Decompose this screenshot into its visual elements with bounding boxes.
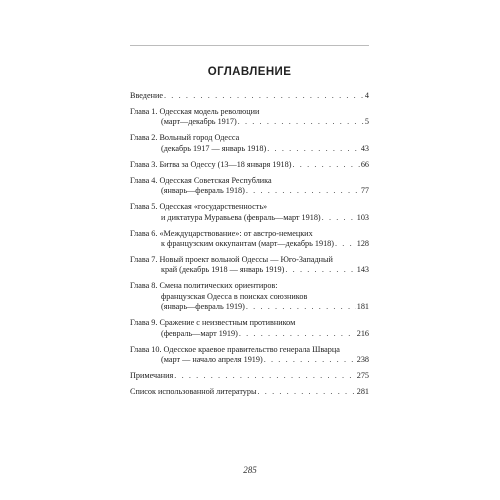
toc-entry <box>130 255 369 276</box>
toc-page-number: 103 <box>356 212 369 222</box>
toc-page-number: 216 <box>356 328 369 338</box>
toc-page-number: 5 <box>364 117 369 127</box>
dot-leader <box>258 387 356 397</box>
toc-entry-title: Глава 6. «Междуцарствование»: от австро-немецких <box>130 228 313 238</box>
toc-entry-title-cont: и диктатура Муравьева (февраль—март 1918) <box>161 212 321 222</box>
table-of-contents <box>130 91 369 403</box>
dot-leader <box>267 144 360 154</box>
toc-entry-line <box>130 302 369 312</box>
dot-leader <box>238 117 364 127</box>
toc-entry-title-cont: (январь—февраль 1919) <box>161 302 245 312</box>
dot-leader <box>285 265 355 275</box>
dot-leader <box>246 186 360 196</box>
toc-entry-title: Глава 10. Одесское краевое правительство генерала Шварца <box>130 344 340 354</box>
toc-entry-title: Глава 4. Одесская Советская Республика <box>130 175 272 185</box>
toc-entry <box>130 229 369 250</box>
toc-page-number: 66 <box>360 159 369 169</box>
toc-entry <box>130 133 369 154</box>
dot-leader <box>264 355 356 365</box>
toc-page-number: 238 <box>356 355 369 365</box>
toc-entry-title: Глава 5. Одесская «государственность» <box>130 202 268 212</box>
toc-entry-title-cont: (декабрь 1917 — январь 1918) <box>161 143 267 153</box>
toc-entry-title: Глава 1. Одесская модель революции <box>130 107 260 116</box>
dot-leader <box>292 160 359 170</box>
toc-entry-line <box>130 387 369 397</box>
toc-entry-line <box>130 160 369 170</box>
toc-entry-title: Глава 2. Вольный город Одесса <box>130 133 240 143</box>
page-number-footer: 285 <box>243 465 257 475</box>
toc-entry-title: Примечания <box>130 371 174 381</box>
toc-entry-title-cont: (февраль—март 1919) <box>161 328 238 338</box>
toc-page-number: 275 <box>356 371 369 381</box>
toc-entry-line <box>130 91 369 101</box>
toc-entry-title: Глава 7. Новый проект вольной Одессы — Юго-Западный <box>130 255 333 265</box>
toc-page-number: 43 <box>360 143 369 153</box>
toc-entry <box>130 202 369 223</box>
toc-page-number: 77 <box>360 186 369 196</box>
toc-page-number: 143 <box>356 265 369 275</box>
dot-leader <box>239 329 356 339</box>
toc-entry-line <box>130 355 369 365</box>
toc-entry-title-cont: к французским оккупантам (март—декабрь 1918) <box>161 239 335 249</box>
toc-entry-line <box>130 329 369 339</box>
header-rule <box>130 45 369 46</box>
dot-leader <box>174 371 355 381</box>
toc-entry-title: Глава 8. Смена политических ориентиров: <box>130 281 278 291</box>
toc-entry-line <box>130 265 369 275</box>
toc-entry-title-cont: французская Одесса в поисках союзников <box>161 291 308 301</box>
dot-leader <box>164 91 364 101</box>
toc-entry-title: Введение <box>130 91 164 100</box>
page-title: ОГЛАВЛЕНИЕ <box>207 66 292 78</box>
toc-page-number: 4 <box>364 91 369 100</box>
toc-entry <box>130 176 369 197</box>
toc-entry <box>130 318 369 339</box>
toc-entry-line <box>130 371 369 381</box>
toc-entry <box>130 345 369 366</box>
toc-entry <box>130 281 369 312</box>
toc-entry <box>130 107 369 128</box>
toc-entry-line <box>130 144 369 154</box>
toc-entry <box>130 371 369 381</box>
toc-entry-line <box>130 213 369 223</box>
toc-entry-title: Глава 9. Сражение с неизвестным противником <box>130 318 296 328</box>
toc-entry-title-cont: (март — начало апреля 1919) <box>161 355 263 365</box>
toc-entry <box>130 91 369 101</box>
toc-entry <box>130 160 369 170</box>
toc-entry-title-cont: (январь—февраль 1918) <box>161 186 245 196</box>
toc-entry-title-cont: (март—декабрь 1917) <box>161 117 237 127</box>
toc-entry-title: Список использованной литературы <box>130 387 257 397</box>
toc-page-number: 128 <box>356 239 369 249</box>
toc-entry-title-cont: край (декабрь 1918 — январь 1919) <box>161 265 285 275</box>
toc-page-number: 181 <box>356 302 369 312</box>
toc-entry-line <box>130 117 369 127</box>
toc-entry-title: Глава 3. Битва за Одессу (13—18 января 1918) <box>130 159 292 169</box>
toc-entry-line <box>130 239 369 249</box>
toc-entry <box>130 387 369 397</box>
toc-page-number: 281 <box>356 387 369 397</box>
dot-leader <box>246 302 356 312</box>
dot-leader <box>335 239 356 249</box>
dot-leader <box>322 213 356 223</box>
toc-entry-line <box>130 186 369 196</box>
